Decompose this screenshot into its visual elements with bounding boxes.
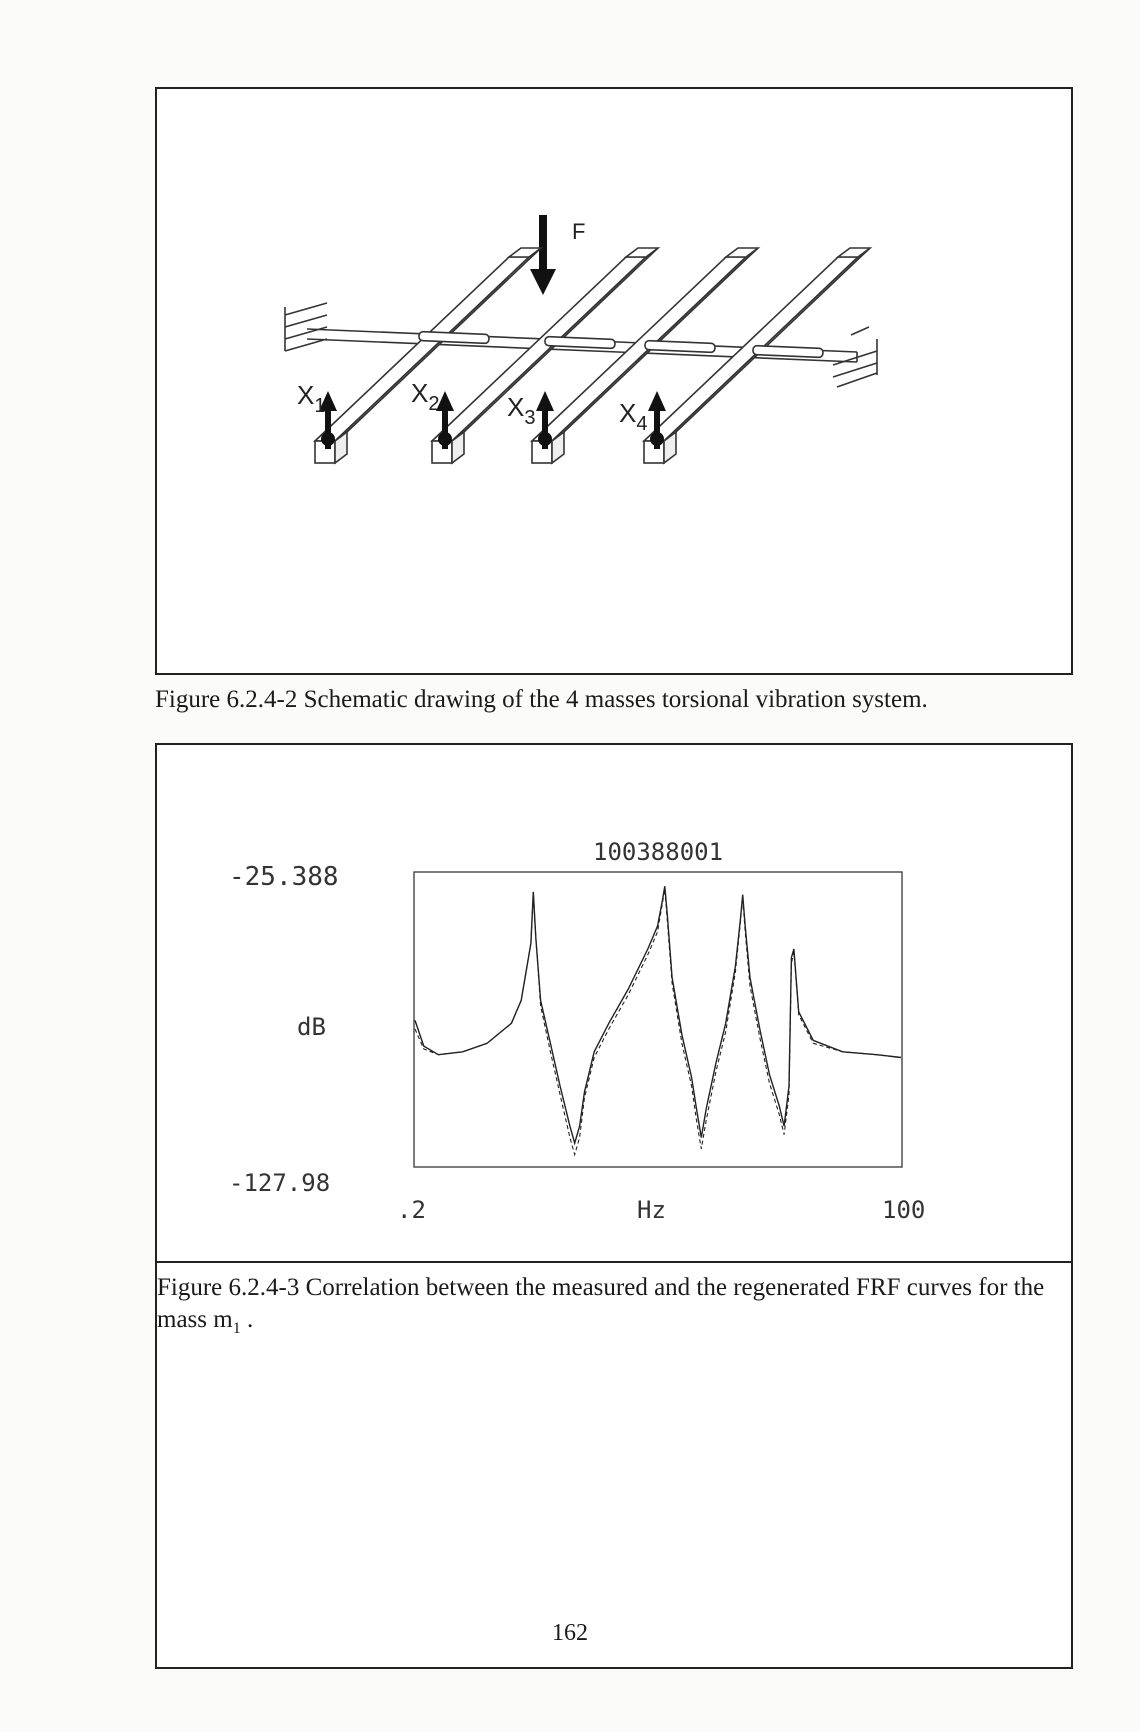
frf-series-2-line bbox=[415, 889, 901, 1155]
left-ground-support bbox=[285, 303, 327, 351]
x-left-tick-label: .2 bbox=[397, 1196, 426, 1224]
figure-2-caption-subscript: 1 bbox=[232, 1320, 241, 1337]
y-bottom-tick-label: -127.98 bbox=[229, 1169, 331, 1197]
figure-2-caption-text bbox=[157, 1272, 1087, 1345]
figure-2-caption-main: Figure 6.2.4-3 Correlation between the measured and the regenerated FRF curves for the mass m bbox=[157, 1274, 1045, 1333]
x-axis-label: Hz bbox=[637, 1196, 666, 1224]
mass-indicator-4 bbox=[648, 391, 666, 449]
mass-label-1: $X_1$ bbox=[297, 380, 326, 417]
figure-1-caption: Figure 6.2.4-2 Schematic drawing of the 4 masses torsional vibration system. bbox=[155, 686, 928, 713]
y-top-tick-label: -25.388 bbox=[229, 862, 339, 892]
mass-label-4: $X_4$ bbox=[619, 398, 648, 435]
frf-series-group bbox=[415, 886, 901, 1154]
chart-title: 100388001 bbox=[593, 838, 724, 866]
mass-label-2: $X_2$ bbox=[411, 378, 440, 415]
x-right-tick-label: 100 bbox=[882, 1196, 926, 1224]
mass-indicator-3 bbox=[536, 391, 554, 449]
mass-label-3: $X_3$ bbox=[507, 392, 536, 429]
right-ground-support bbox=[833, 327, 877, 387]
beam-1 bbox=[315, 248, 541, 463]
page-number: 162 bbox=[552, 1620, 588, 1646]
figure-2-caption-end: . bbox=[240, 1306, 254, 1333]
y-axis-label: dB bbox=[297, 1013, 326, 1041]
frf-series-1-line bbox=[415, 886, 901, 1143]
frf-chart bbox=[157, 745, 1071, 1261]
figure-2-panel bbox=[155, 743, 1073, 1263]
figure-1-frame bbox=[155, 87, 1073, 675]
torsional-system-schematic bbox=[157, 89, 1071, 673]
force-label: F bbox=[572, 219, 586, 244]
plot-area bbox=[414, 872, 902, 1167]
